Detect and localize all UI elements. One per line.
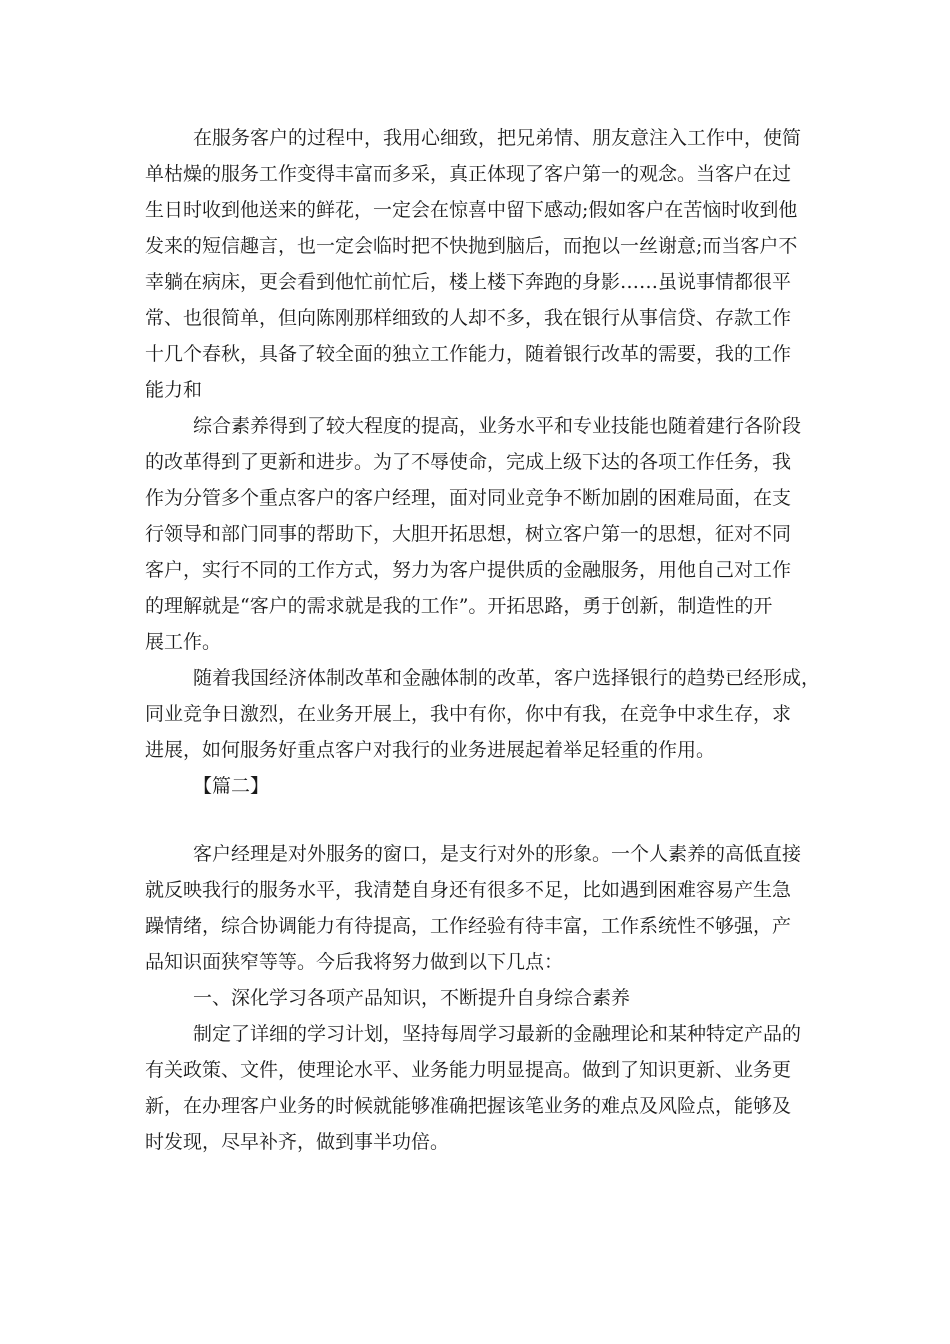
paragraph-line: 的改革得到了更新和进步。为了不辱使命，完成上级下达的各项工作任务，我 <box>145 451 792 473</box>
paragraph-line: 能力和 <box>145 379 203 401</box>
paragraph-line: 发来的短信趣言，也一定会临时把不快抛到脑后，而抱以一丝谢意;而当客户不 <box>145 235 798 257</box>
paragraph-line: 新，在办理客户业务的时候就能够准确把握该笔业务的难点及风险点，能够及 <box>145 1095 792 1117</box>
paragraph-line: 客户经理是对外服务的窗口，是支行对外的形象。一个人素养的高低直接 <box>193 843 802 865</box>
subheading: 一、深化学习各项产品知识，不断提升自身综合素养 <box>193 987 631 1009</box>
paragraph-line: 行领导和部门同事的帮助下，大胆开拓思想，树立客户第一的思想，征对不同 <box>145 523 792 545</box>
paragraph-line: 的理解就是“客户的需求就是我的工作”。开拓思路，勇于创新，制造性的开 <box>145 595 773 617</box>
paragraph-line: 品知识面狭窄等等。今后我将努力做到以下几点： <box>145 951 564 973</box>
paragraph-line: 有关政策、文件，使理论水平、业务能力明显提高。做到了知识更新、业务更 <box>145 1059 792 1081</box>
paragraph-line: 就反映我行的服务水平，我清楚自身还有很多不足，比如遇到困难容易产生急 <box>145 879 792 901</box>
paragraph-line: 同业竞争日激烈，在业务开展上，我中有你，你中有我，在竞争中求生存，求 <box>145 703 792 725</box>
paragraph-line: 随着我国经济体制改革和金融体制的改革，客户选择银行的趋势已经形成， <box>193 667 821 689</box>
paragraph-line: 躁情绪，综合协调能力有待提高，工作经验有待丰富，工作系统性不够强，产 <box>145 915 792 937</box>
paragraph-line: 综合素养得到了较大程度的提高，业务水平和专业技能也随着建行各阶段 <box>193 415 802 437</box>
paragraph-line: 在服务客户的过程中，我用心细致，把兄弟情、朋友意注入工作中，使简 <box>193 127 802 149</box>
paragraph-line: 展工作。 <box>145 631 222 653</box>
paragraph-line: 单枯燥的服务工作变得丰富而多采，真正体现了客户第一的观念。当客户在过 <box>145 163 792 185</box>
paragraph-line: 进展，如何服务好重点客户对我行的业务进展起着举足轻重的作用。 <box>145 739 716 761</box>
paragraph-line: 客户，实行不同的工作方式，努力为客户提供质的金融服务，用他自己对工作 <box>145 559 792 581</box>
paragraph-line: 十几个春秋，具备了较全面的独立工作能力，随着银行改革的需要，我的工作 <box>145 343 792 365</box>
paragraph-line: 制定了详细的学习计划，坚持每周学习最新的金融理论和某种特定产品的 <box>193 1023 802 1045</box>
paragraph-line: 生日时收到他送来的鲜花，一定会在惊喜中留下感动;假如客户在苦恼时收到他 <box>145 199 798 221</box>
paragraph-line: 时发现，尽早补齐，做到事半功倍。 <box>145 1131 450 1153</box>
section-heading: 【篇二】 <box>193 775 270 797</box>
paragraph-line: 幸躺在病床，更会看到他忙前忙后，楼上楼下奔跑的身影……虽说事情都很平 <box>145 271 792 293</box>
paragraph-line: 作为分管多个重点客户的客户经理，面对同业竞争不断加剧的困难局面，在支 <box>145 487 792 509</box>
paragraph-line: 常、也很简单，但向陈刚那样细致的人却不多，我在银行从事信贷、存款工作 <box>145 307 792 329</box>
